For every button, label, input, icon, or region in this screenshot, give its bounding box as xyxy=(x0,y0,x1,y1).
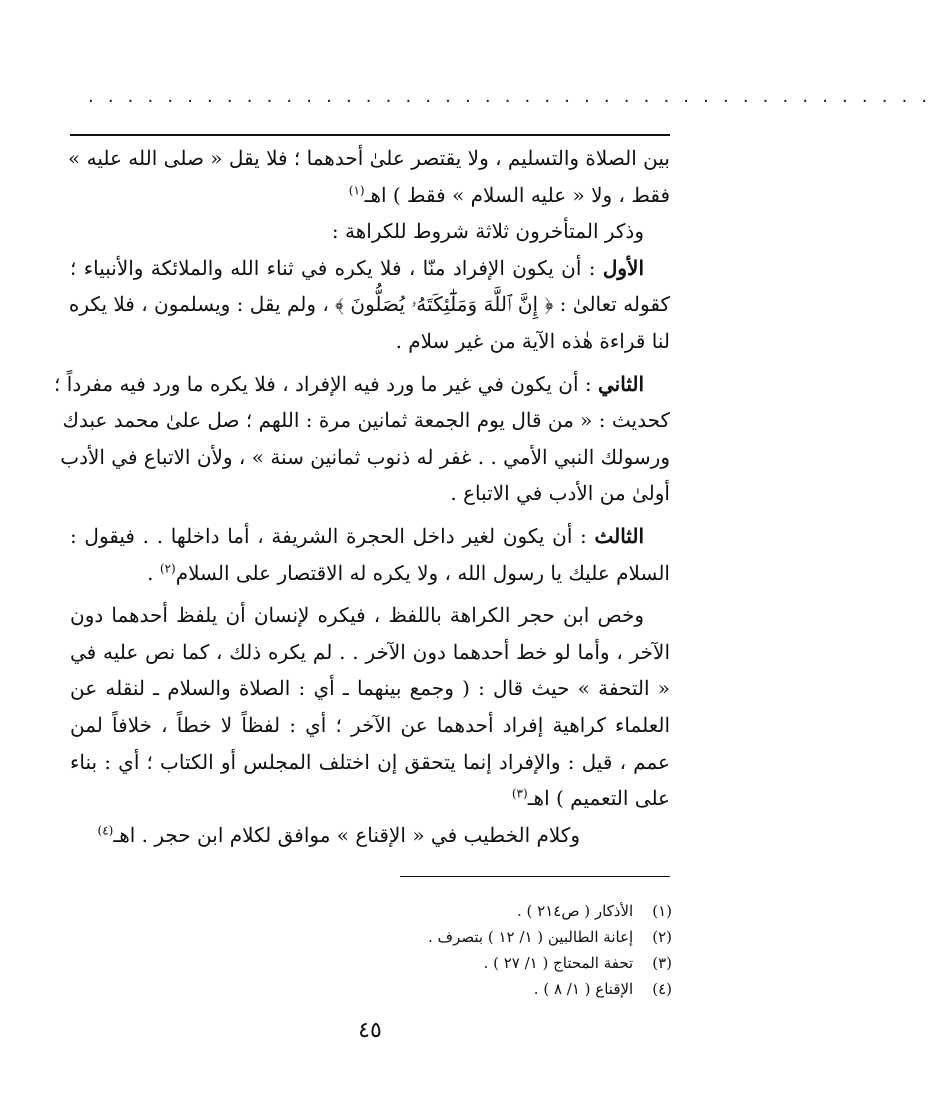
footnote xyxy=(300,924,672,950)
condition-first: الأول : أن يكون الإفراد منّا ، فلا يكره في ثناء الله والملائكة والأنبياء ؛ xyxy=(70,255,645,280)
footnote-number: (٣) xyxy=(652,954,672,972)
text-line: أولىٰ من الأدب في الاتباع . xyxy=(450,481,670,506)
text-line: « التحفة » حيث قال : ( وجمع بينهما ـ أي : الصلاة والسلام ـ لنقله عن xyxy=(70,676,670,701)
text-line: على التعميم ) اهـ$^{(٣)}$ xyxy=(511,786,670,811)
condition-label: الأول xyxy=(602,255,645,280)
footnote-ref[interactable]: (٣) xyxy=(511,786,528,801)
footnote-number: (٢) xyxy=(652,928,672,946)
condition-third: الثالث : أن يكون لغير داخل الحجرة الشريفة ، أما داخلها . . فيقول : xyxy=(70,523,644,548)
text-line: العلماء كراهية إفراد أحدهما عن الآخر ؛ أي : لفظاً لا خطاً ، خلافاً لمن xyxy=(70,712,670,737)
footnote-text: الإقناع ( ١/ ٨ ) . xyxy=(533,980,634,998)
text-line: ورسولك النبي الأمي . . غفر له ذنوب ثمانين سنة » ، ولأن الاتباع في الأدب xyxy=(60,444,670,469)
footnote-ref[interactable]: (٢) xyxy=(159,560,176,575)
footnote-ref[interactable]: (٤) xyxy=(97,823,114,838)
header-rule xyxy=(70,134,670,136)
header-dotted-line: . . . . . . . . . . . . . . . . . . . . . . . . . . . . . . . . . . . . . . . . . . . xyxy=(88,86,931,107)
footnote-text: إعانة الطالبين ( ١/ ١٢ ) بتصرف . xyxy=(428,928,634,946)
text-line: لنا قراءة هٰذه الآية من غير سلام . xyxy=(395,328,670,353)
text-line: وذكر المتأخرون ثلاثة شروط للكراهة : xyxy=(331,219,644,244)
page-number: ٤٥ xyxy=(358,1018,382,1043)
footnote xyxy=(300,976,672,1002)
text-line: السلام عليك يا رسول الله ، ولا يكره له الاقتصار على السلام$^{(٢)}$ . xyxy=(147,560,670,585)
text-line: الآخر ، وأما لو خط أحدهما دون الآخر . . لم يكره ذلك ، كما نص عليه في xyxy=(70,639,670,664)
text-line: كقوله تعالىٰ : ﴿ إِنَّ ٱللَّهَ وَمَلَٰٓئِكَتَهُۥ يُصَلُّونَ ﴾ ، ولم يقل : ويسلمون ، فلا يكره xyxy=(68,292,670,317)
footnote-number: (١) xyxy=(652,902,672,920)
text-line: بين الصلاة والتسليم ، ولا يقتصر علىٰ أحدهما ؛ فلا يقل « صلى الله عليه » xyxy=(68,146,670,170)
condition-second: الثاني : أن يكون في غير ما ورد فيه الإفراد ، فلا يكره ما ورد فيه مفرداً ؛ xyxy=(54,371,644,396)
footnote-number: (٤) xyxy=(652,980,672,998)
text-line: فقط ، ولا « عليه السلام » فقط ) اهـ$^{(١)}$ xyxy=(348,182,670,207)
text-line: كحديث : « من قال يوم الجمعة ثمانين مرة : اللهم ؛ صل علىٰ محمد عبدك xyxy=(62,408,670,433)
text-line: عمم ، قيل : والإفراد إنما يتحقق إن اختلف المجلس أو الكتاب ؛ أي : بناء xyxy=(70,749,670,774)
condition-label: الثالث xyxy=(594,523,644,548)
footnote-text: تحفة المحتاج ( ١/ ٢٧ ) . xyxy=(483,954,634,972)
footnote-text: الأذكار ( ص٢١٤ ) . xyxy=(517,902,634,920)
condition-label: الثاني xyxy=(597,371,644,396)
footnote xyxy=(300,950,672,976)
main-text xyxy=(54,140,670,853)
footnote-rule xyxy=(400,876,670,877)
footnote xyxy=(300,898,672,924)
footnotes xyxy=(300,898,672,1002)
footnote-ref[interactable]: (١) xyxy=(348,182,365,197)
text-line: وخص ابن حجر الكراهة باللفظ ، فيكره لإنسان أن يلفظ أحدهما دون xyxy=(70,603,644,628)
text-line: وكلام الخطيب في « الإقناع » موافق لكلام ابن حجر . اهـ$^{(٤)}$ xyxy=(97,822,580,847)
